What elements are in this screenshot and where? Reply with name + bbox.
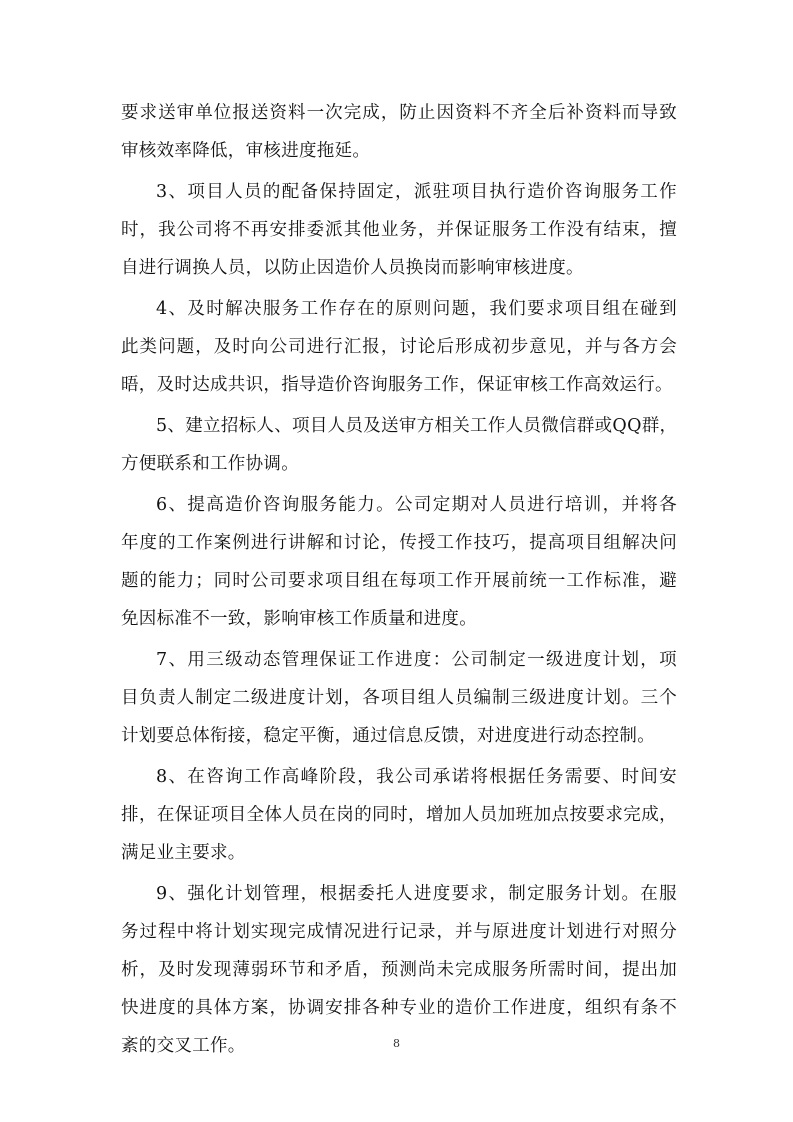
text-line: 年度的工作案例进行讲解和讨论，传授工作技巧，提高项目组解决问 — [121, 533, 677, 553]
document-body — [121, 94, 677, 1068]
text-line: 5、建立招标人、项目人员及送审方相关工作人员微信群或QQ群， — [156, 416, 678, 436]
paragraph-continuation — [121, 94, 677, 170]
text-line: 晤，及时达成共识，指导造价咨询服务工作，保证审核工作高效运行。 — [121, 375, 673, 395]
text-line: 4、及时解决服务工作存在的原则问题，我们要求项目组在碰到 — [156, 299, 677, 319]
text-line: 自进行调换人员，以防止因造价人员换岗而影响审核进度。 — [121, 258, 584, 278]
text-line: 时，我公司将不再安排委派其他业务，并保证服务工作没有结束，擅 — [121, 220, 677, 240]
text-line: 3、项目人员的配备保持固定，派驻项目执行造价咨询服务工作 — [156, 182, 677, 202]
paragraph-item-7 — [121, 641, 677, 755]
paragraph-item-6 — [121, 486, 677, 638]
paragraph-item-8 — [121, 758, 677, 872]
text-line: 快进度的具体方案，协调安排各种专业的造价工作进度，组织有条不 — [121, 998, 677, 1018]
text-line: 计划要总体衔接，稳定平衡，通过信息反馈，对进度进行动态控制。 — [121, 726, 655, 746]
text-line: 免因标准不一致，影响审核工作质量和进度。 — [121, 609, 477, 629]
text-line: 9、强化计划管理，根据委托人进度要求，制定服务计划。在服 — [156, 884, 677, 904]
text-line: 方便联系和工作协调。 — [121, 454, 299, 474]
text-line: 8、在咨询工作高峰阶段，我公司承诺将根据任务需要、时间安 — [156, 767, 677, 787]
text-line: 目负责人制定二级进度计划，各项目组人员编制三级进度计划。三个 — [121, 688, 677, 708]
text-line: 6、提高造价咨询服务能力。公司定期对人员进行培训，并将各 — [156, 495, 677, 515]
text-line: 务过程中将计划实现完成情况进行记录，并与原进度计划进行对照分 — [121, 922, 677, 942]
paragraph-item-3 — [121, 173, 677, 287]
text-line: 析，及时发现薄弱环节和矛盾，预测尚未完成服务所需时间，提出加 — [121, 960, 677, 980]
text-line: 要求送审单位报送资料一次完成，防止因资料不齐全后补资料而导致 — [121, 103, 677, 123]
text-line: 审核效率降低，审核进度拖延。 — [121, 141, 371, 161]
text-line: 7、用三级动态管理保证工作进度：公司制定一级进度计划，项 — [156, 650, 677, 670]
paragraph-item-4 — [121, 290, 677, 404]
text-line: 满足业主要求。 — [121, 843, 246, 863]
text-line: 此类问题，及时向公司进行汇报，讨论后形成初步意见，并与各方会 — [121, 337, 677, 357]
text-line: 排，在保证项目全体人员在岗的同时，增加人员加班加点按要求完成， — [121, 805, 677, 825]
paragraph-item-5 — [121, 407, 677, 483]
text-line: 题的能力；同时公司要求项目组在每项工作开展前统一工作标准，避 — [121, 571, 677, 591]
page-number: 8 — [393, 1037, 400, 1050]
text-line: 紊的交叉工作。 — [121, 1036, 246, 1056]
